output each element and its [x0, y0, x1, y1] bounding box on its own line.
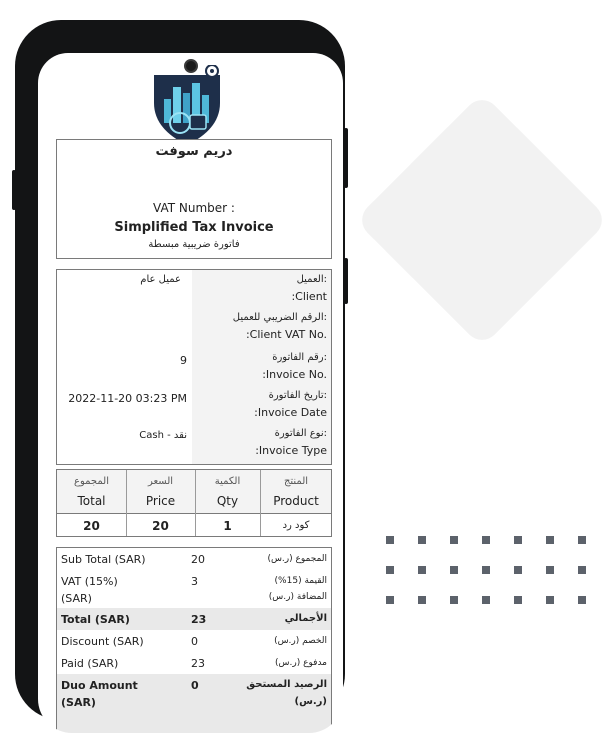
paid-label-en: Paid (SAR)	[61, 657, 119, 670]
dot	[514, 566, 522, 574]
due-label-ar-2: (ر.س)	[294, 696, 327, 707]
total-value: 23	[191, 613, 207, 626]
invoice-no-label-ar: رقم الفاتورة:	[272, 352, 327, 363]
decorative-dot-grid	[386, 536, 588, 604]
due-label-en-2: (SAR)	[61, 696, 96, 709]
document-title-ar: فاتورة ضريبية مبسطة	[148, 239, 240, 250]
vat-row	[57, 570, 331, 608]
document-title-en: Simplified Tax Invoice	[114, 220, 274, 235]
subtotal-label-ar: المجموع (ر.س)	[267, 554, 327, 564]
column-header-total: Total	[77, 494, 106, 508]
client-label-en: :Client	[291, 290, 327, 303]
dot	[450, 566, 458, 574]
dot	[386, 596, 394, 604]
subtotal-label-en: Sub Total (SAR)	[61, 553, 146, 566]
total-label-ar: الأجمالي	[284, 613, 327, 624]
subtotal-value: 20	[191, 553, 205, 566]
items-table	[56, 469, 332, 537]
invoice-date-label-en: :Invoice Date	[254, 406, 327, 419]
dot	[546, 596, 554, 604]
background-diamond-shape	[355, 93, 610, 348]
row-price: 20	[152, 519, 169, 533]
shield-city-logo-icon	[146, 65, 228, 147]
dot	[482, 596, 490, 604]
dot	[450, 536, 458, 544]
discount-row	[57, 630, 331, 652]
dot	[418, 566, 426, 574]
column-header-qty-ar: الكمية	[214, 476, 241, 487]
invoice-date-label-ar: تاريخ الفاتورة:	[268, 390, 327, 401]
invoice-info-box	[56, 269, 332, 465]
discount-label-en: Discount (SAR)	[61, 635, 144, 648]
client-value: عميل عام	[140, 274, 181, 285]
dot	[578, 566, 586, 574]
invoice-type-label-ar: نوع الفاتورة:	[274, 428, 327, 439]
due-label-ar-1: الرصيد المستحق	[246, 679, 327, 690]
phone-screen	[38, 53, 343, 733]
dot	[546, 536, 554, 544]
discount-value: 0	[191, 635, 198, 648]
dot	[514, 536, 522, 544]
client-label-ar: العميل:	[296, 274, 327, 285]
dot	[386, 566, 394, 574]
column-header-price: Price	[145, 494, 176, 508]
row-total: 20	[83, 519, 100, 533]
invoice-no-label-en: :Invoice No.	[262, 368, 327, 381]
invoice-header-box	[56, 139, 332, 259]
column-header-total-ar: المجموع	[74, 476, 109, 487]
dot	[546, 566, 554, 574]
summary-box	[56, 547, 332, 733]
paid-row	[57, 652, 331, 674]
client-vat-label-ar: الرقم الضريبي للعميل:	[232, 312, 327, 323]
company-name: دريم سوفت	[155, 144, 233, 159]
invoice-type-value: Cash - نقد	[139, 430, 187, 441]
paid-label-ar: مدفوع (ر.س)	[275, 658, 327, 668]
vat-number-label: VAT Number :	[153, 201, 235, 215]
dot	[514, 596, 522, 604]
client-vat-label-en: :Client VAT No.	[245, 328, 327, 341]
dot	[450, 596, 458, 604]
vat-value: 3	[191, 575, 198, 588]
dot	[482, 536, 490, 544]
row-product: كود رد	[282, 520, 310, 531]
dot	[386, 536, 394, 544]
vat-label-en-2: (SAR)	[61, 592, 92, 605]
total-row	[57, 608, 331, 630]
column-header-product: Product	[273, 494, 319, 508]
invoice-no-value: 9	[180, 354, 187, 367]
dot	[578, 596, 586, 604]
due-label-en-1: Duo Amount	[61, 679, 138, 692]
column-header-qty: Qty	[216, 494, 239, 508]
dot	[418, 596, 426, 604]
discount-label-ar: الخصم (ر.س)	[274, 636, 327, 646]
column-header-price-ar: السعر	[147, 476, 174, 487]
due-amount-row	[57, 674, 331, 733]
phone-frame	[15, 20, 345, 720]
total-label-en: Total (SAR)	[61, 613, 130, 626]
dot	[418, 536, 426, 544]
invoice-date-value: 2022-11-20 03:23 PM	[68, 392, 187, 405]
paid-value: 23	[191, 657, 205, 670]
due-value: 0	[191, 679, 199, 692]
vat-label-ar-2: المضافة (ر.س)	[268, 592, 327, 602]
dot	[482, 566, 490, 574]
dot	[578, 536, 586, 544]
row-qty: 1	[223, 519, 232, 533]
invoice-type-label-en: :Invoice Type	[255, 444, 327, 457]
vat-label-ar-1: القيمة (15%)	[274, 576, 327, 586]
column-header-product-ar: المنتج	[283, 476, 309, 487]
subtotal-row	[57, 548, 331, 570]
table-header-divider	[57, 513, 331, 514]
vat-label-en-1: VAT (15%)	[61, 575, 118, 588]
